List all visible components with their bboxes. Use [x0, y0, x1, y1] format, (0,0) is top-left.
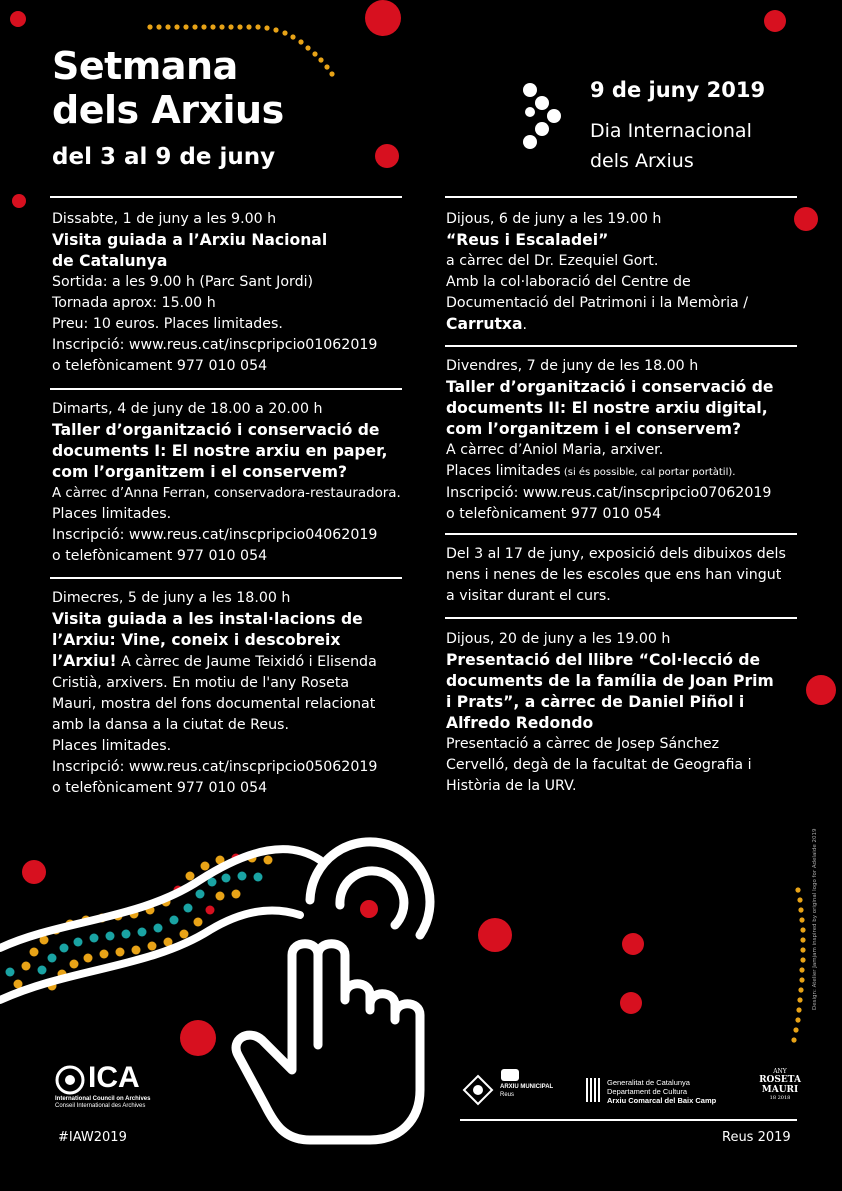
poster-title: Setmana dels Arxius: [52, 44, 284, 132]
event-title: Visita guiada a l’Arxiu Nacional: [52, 231, 328, 249]
event-date: Dissabte, 1 de juny a les 9.00 h: [52, 211, 277, 227]
event-date: Dimarts, 4 de juny de 18.00 a 20.00 h: [52, 401, 323, 417]
event-date: Dijous, 20 de juny a les 19.00 h: [446, 631, 671, 647]
hashtag: #IAW2019: [58, 1130, 127, 1145]
event-6-jun: Dijous, 6 de juny a les 19.00 h “Reus i Escaladei” a càrrec del Dr. Ezequiel Gort. Amb la col·laboració del Centre de Documentació del Patrimoni i la Memòria / Carrutxa.: [446, 209, 798, 336]
footer-place-year: Reus 2019: [722, 1130, 791, 1145]
reus-shield-icon: [462, 1074, 494, 1106]
registration-link: Inscripció: www.reus.cat/inscpripcio01062019: [52, 337, 378, 353]
header-day-name: Dia Internacional dels Arxius: [590, 120, 752, 172]
event-1-jun: Dissabte, 1 de juny a les 9.00 h Visita guiada a l’Arxiu Nacional de Catalunya Sortida: a les 9.00 h (Parc Sant Jordi) Tornada aprox: 15.00 h Preu: 10 euros. Places limitades. Inscripció: www.reus.cat/inscpripcio01062019 o telefònicament 977 010 054: [52, 209, 404, 377]
header-date: 9 de juny 2019: [590, 78, 766, 102]
event-date: Divendres, 7 de juny de les 18.00 h: [446, 358, 699, 374]
senyera-icon: [585, 1078, 601, 1102]
phone: o telefònicament 977 010 054: [52, 780, 268, 796]
generalitat-logo: Generalitat de Catalunya Departament de Cultura Arxiu Comarcal del Baix Camp: [585, 1078, 745, 1108]
design-credit: Design: Atelier Jamjam inspired by original logo for Adelaide 2019: [812, 828, 818, 1010]
event-4-jun: Dimarts, 4 de juny de 18.00 a 20.00 h Taller d’organització i conservació de documents I: El nostre arxiu en paper, com l’organitzem i el conservem? A càrrec d’Anna Ferran, conservadora-restauradora. Places limitades. Inscripció: www.reus.cat/inscpripcio04062019 o telefònicament 977 010 054: [52, 399, 404, 567]
footer-divider: [460, 1119, 797, 1121]
ica-emblem-icon: [55, 1065, 85, 1095]
divider: [445, 533, 797, 535]
event-20-jun: Dijous, 20 de juny a les 19.00 h Presentació del llibre “Col·lecció de documents de la família de Joan Prim i Prats”, a càrrec de Daniel Piñol i Alfredo Redondo Presentació a càrrec de Josep Sánchez Cervelló, degà de la facultat de Geografia i Història de la URV.: [446, 629, 798, 797]
phone: o telefònicament 977 010 054: [446, 506, 662, 522]
poster-subtitle: del 3 al 9 de juny: [52, 144, 276, 170]
divider: [50, 388, 402, 390]
archive-box-icon: [500, 1066, 520, 1082]
dots-arrow-icon: [523, 83, 561, 149]
registration-link: Inscripció: www.reus.cat/inscpripcio05062019: [52, 759, 378, 775]
divider: [50, 577, 402, 579]
event-title: de Catalunya: [52, 252, 168, 270]
any-roseta-mauri-logo: ANY ROSETA MAURI 18 2018: [759, 1068, 801, 1101]
registration-link: Inscripció: www.reus.cat/inscpripcio07062019: [446, 485, 772, 501]
divider: [445, 345, 797, 347]
exhibition-note: Del 3 al 17 de juny, exposició dels dibuixos dels nens i nenes de les escoles que ens han vingut a visitar durant el curs.: [446, 546, 786, 604]
event-date: Dijous, 6 de juny a les 19.00 h: [446, 211, 662, 227]
phone: o telefònicament 977 010 054: [52, 358, 268, 374]
phone: o telefònicament 977 010 054: [52, 548, 268, 564]
hand-icon: [236, 842, 430, 1140]
event-5-jun: Dimecres, 5 de juny a les 18.00 h Visita guiada a les instal·lacions de l’Arxiu: Vine, coneix i descobreix l’Arxiu! A càrrec de Jaume Teixidó i Elisenda Cristià, arxivers. En motiu de l'any Roseta Mauri, mostra del fons documental relacionat amb la dansa a la ciutat de Reus. Places limitades. Inscripció: www.reus.cat/inscpripcio05062019 o telefònicament 977 010 054: [52, 588, 404, 799]
arxiu-municipal-logo: ARXIU MUNICIPAL Reus: [462, 1072, 562, 1112]
event-7-jun: Divendres, 7 de juny de les 18.00 h Taller d’organització i conservació de documents II: El nostre arxiu digital, com l’organitzem i el conservem? A càrrec d’Aniol Maria, arxiver. Places limitades (si és possible, cal portar portàtil). Inscripció: www.reus.cat/inscpripcio07062019 o telefònicament 977 010 054: [446, 356, 798, 525]
divider: [445, 617, 797, 619]
divider: [445, 196, 797, 198]
divider: [50, 196, 402, 198]
registration-link: Inscripció: www.reus.cat/inscpripcio04062019: [52, 527, 378, 543]
event-date: Dimecres, 5 de juny a les 18.00 h: [52, 590, 291, 606]
